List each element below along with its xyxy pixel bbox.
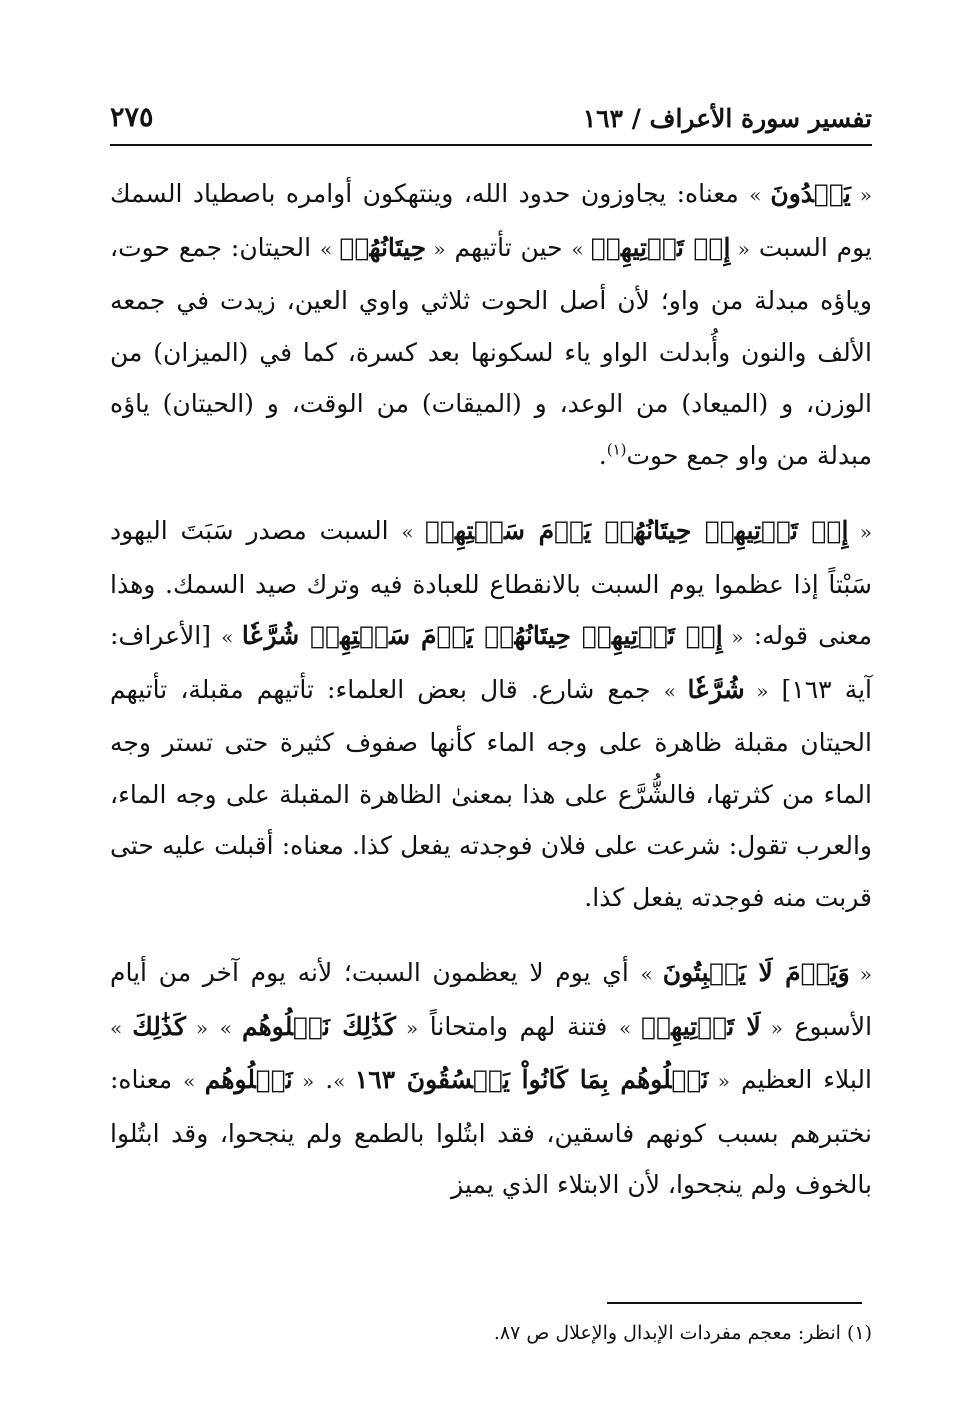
quran-quote-text: يَعۡدُونَ <box>770 179 851 208</box>
ornate-bracket-icon: » <box>110 1015 133 1040</box>
body-text <box>110 168 872 1211</box>
body-text-run <box>208 1012 220 1041</box>
ornate-bracket-icon: » <box>333 1069 355 1093</box>
quran-quote <box>333 1065 730 1094</box>
ornate-bracket-icon: « <box>848 520 873 544</box>
ornate-bracket-icon: « <box>760 1015 783 1040</box>
quran-quote <box>749 179 872 208</box>
quran-quote <box>221 621 743 650</box>
ornate-bracket-icon: » <box>640 962 663 986</box>
ornate-bracket-icon: » <box>319 236 340 261</box>
ornate-bracket-icon: « <box>395 1015 419 1040</box>
quran-quote-text: كَذَٰلِكَ <box>132 1011 186 1041</box>
ornate-bracket-icon: » <box>219 1015 242 1040</box>
quran-quote <box>619 1012 783 1041</box>
ornate-bracket-icon: « <box>722 625 744 649</box>
ornate-bracket-icon: « <box>850 183 873 207</box>
footnote: (١) انظر: معجم مفردات الإبدال والإعلال ص ٨٧. <box>493 1322 872 1344</box>
quran-quote-text: نَبۡلُوهُم بِمَا كَانُواْ يَفۡسُقُونَ ١٦٣ <box>354 1065 709 1094</box>
ornate-bracket-icon: » <box>183 1069 205 1093</box>
quran-quote-text: إِذۡ تَأۡتِيهِمۡ حِيتَانُهُمۡ يَوۡمَ سَبۡتِهِمۡ شُرَّعٗا <box>241 621 723 650</box>
quran-quote-text: شُرَّعٗا <box>687 674 745 704</box>
body-text-run: البلاء العظيم <box>730 1065 872 1094</box>
page <box>110 100 872 1211</box>
body-text-run: . <box>598 440 607 470</box>
ornate-bracket-icon: » <box>749 183 771 207</box>
quran-quote <box>220 1012 418 1041</box>
quran-quote <box>571 233 750 262</box>
quran-quote-text: كَذَٰلِكَ نَبۡلُوهُم <box>241 1011 396 1041</box>
page-header <box>110 100 872 146</box>
ornate-bracket-icon: « <box>730 236 750 261</box>
quran-quote <box>320 233 446 262</box>
quran-quote <box>401 516 872 545</box>
ornate-bracket-icon: » <box>221 625 242 649</box>
page-number: ٢٧٥ <box>110 102 154 133</box>
ornate-bracket-icon: « <box>292 1069 315 1093</box>
ornate-bracket-icon: « <box>708 1069 730 1093</box>
quran-quote <box>664 675 769 704</box>
quran-quote-text: وَيَوۡمَ لَا يَسۡبِتُونَ <box>662 958 850 987</box>
quran-quote-text: حِيتَانُهُمۡ <box>339 232 427 262</box>
quran-quote-text: نَبۡلُوهُم <box>204 1065 293 1094</box>
ornate-bracket-icon: « <box>185 1015 209 1040</box>
paragraph <box>110 505 872 923</box>
body-text-run: معناه: يجاوزون حدود الله، وينتهكون أوامره باصطياد السمك يوم السبت <box>110 179 872 262</box>
footnote-divider <box>607 1302 862 1304</box>
body-text-run: [الأعراف: آية ١٦٣] <box>110 621 872 704</box>
ornate-bracket-icon: « <box>849 962 873 986</box>
body-text-run: الحيتان: جمع حوت، وياؤه مبدلة من واو؛ لأن أصل الحوت ثلاثي واوي العين، زيدت في جمعه الألف والنون وأُبدلت الواو ياء لسكونها بعد كسرة، كما في (الميزان) من الوزن، و (الميعاد) من الوعد، و (الميقات) من الوقت، و (الحيتان) ياؤه مبدلة من واو جمع حوت <box>110 232 872 470</box>
body-text-run: معناه: نختبرهم بسبب كونهم فاسقين، فقد ابتُلوا بالطمع ولم ينجحوا، وقد ابتُلوا بالخوف ولم ينجحوا، لأن الابتلاء الذي يميز <box>110 1065 872 1199</box>
ornate-bracket-icon: « <box>744 678 769 703</box>
quran-quote-text: إِذۡ تَأۡتِيهِمۡ حِيتَانُهُمۡ يَوۡمَ سَبۡتِهِمۡ <box>424 516 849 545</box>
quran-quote <box>183 1065 314 1094</box>
body-text-run: حين تأتيهم <box>445 232 572 262</box>
body-text-run: السبت مصدر سَبَتَ اليهود سَبْتاً إذا عظموا يوم السبت بالانقطاع للعبادة فيه وترك صيد السمك. وهذا معنى قوله: <box>110 516 872 650</box>
quran-quote <box>640 958 872 987</box>
ornate-bracket-icon: « <box>426 236 446 261</box>
body-text-run: جمع شارع. قال بعض العلماء: تأتيهم مقبلة، تأتيهم الحيتان مقبلة ظاهرة على وجه الماء كأنها صفوف كثيرة حتى تستر وجه الماء من كثرتها، فالشُّرَّع على هذا بمعنىٰ الظاهرة المقبلة على وجه الماء، والعرب تقول: شرعت على فلان فوجدته يفعل كذا. معناه: أقبلت عليه حتى قربت منه فوجدته يفعل كذا. <box>110 674 872 912</box>
running-title: تفسير سورة الأعراف / ١٦٣ <box>582 104 872 133</box>
ornate-bracket-icon: » <box>401 520 425 544</box>
body-text-run: فتنة لهم وامتحاناً <box>418 1011 619 1041</box>
footnote-ref: (١) <box>606 440 627 459</box>
body-text-run: . <box>314 1065 334 1094</box>
quran-quote-text: إِذۡ تَأۡتِيهِمۡ <box>590 232 731 262</box>
body-text-run: أي يوم لا يعظمون السبت؛ لأنه يوم آخر من أيام الأسبوع <box>110 958 873 1041</box>
quran-quote <box>110 1012 208 1041</box>
paragraph <box>110 947 872 1211</box>
paragraph <box>110 168 872 481</box>
ornate-bracket-icon: » <box>618 1015 642 1040</box>
ornate-bracket-icon: » <box>663 678 688 703</box>
ornate-bracket-icon: » <box>571 236 591 261</box>
quran-quote-text: لَا تَأۡتِيهِمۡ <box>641 1011 761 1041</box>
